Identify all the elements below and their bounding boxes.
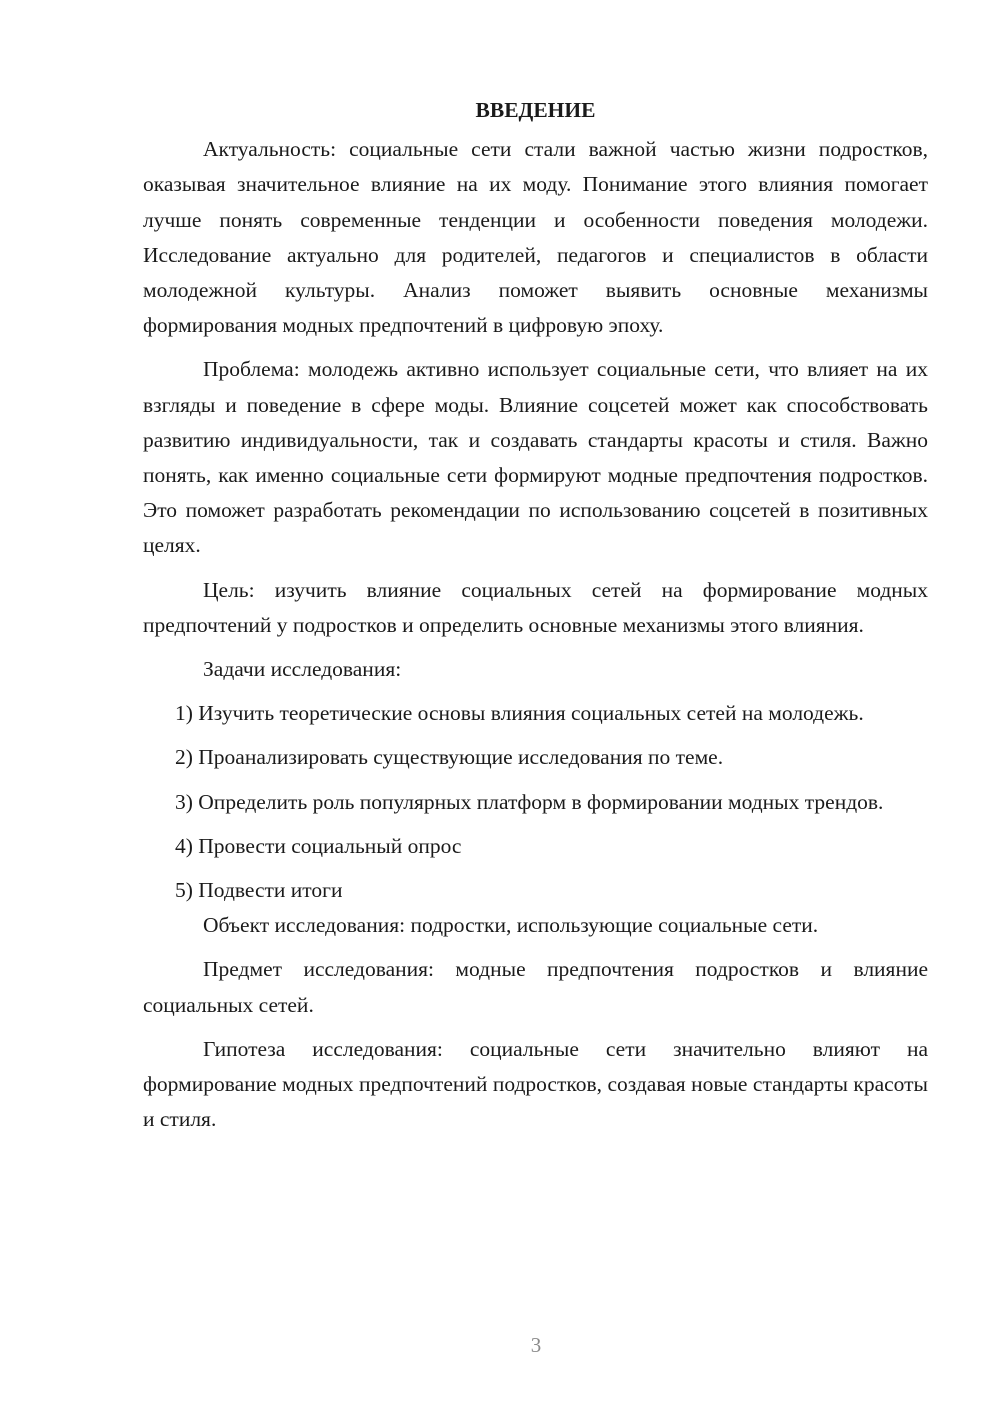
object-paragraph: Объект исследования: подростки, использующие социальные сети. [203, 913, 819, 938]
task-item-1: 1) Изучить теоретические основы влияния социальных сетей на молодежь. [175, 701, 864, 726]
hypothesis-paragraph: Гипотеза исследования: социальные сети значительно влияют на формирование модных предпочтений подростков, создавая новые стандарты красоты и стиля. [143, 1036, 928, 1132]
task-item-2: 2) Проанализировать существующие исследования по теме. [175, 745, 724, 770]
task-item-3: 3) Определить роль популярных платформ в формировании модных трендов. [175, 789, 884, 814]
task-item-5: 5) Подвести итоги [175, 878, 343, 903]
task-item-4: 4) Провести социальный опрос [175, 833, 462, 858]
problem-paragraph: Проблема: молодежь активно использует социальные сети, что влияет на их взгляды и поведение в сфере моды. Влияние соцсетей может как способствовать развитию индивидуальности, так и создавать стандарты красоты и стиля. Важно понять, как именно социальные сети формируют модные предпочтения подростков. Это поможет разработать рекомендации по использованию соцсетей в позитивных целях. [143, 357, 928, 558]
goal-paragraph: Цель: изучить влияние социальных сетей на формирование модных предпочтений у подростков и определить основные механизмы этого влияния. [143, 577, 928, 637]
tasks-heading: Задачи исследования: [203, 657, 402, 682]
relevance-paragraph: Актуальность: социальные сети стали важной частью жизни подростков, оказывая значительное влияние на их моду. Понимание этого влияния помогает лучше понять современные тенденции и особенности поведения молодежи. Исследование актуально для родителей, педагогов и специалистов в области молодежной культуры. Анализ поможет выявить основные механизмы формирования модных предпочтений в цифровую эпоху. [143, 137, 928, 338]
page-number: 3 [530, 1333, 542, 1357]
subject-paragraph: Предмет исследования: модные предпочтения подростков и влияние социальных сетей. [143, 957, 928, 1017]
page-title: ВВЕДЕНИЕ [475, 98, 596, 122]
document-page [143, 93, 928, 1137]
